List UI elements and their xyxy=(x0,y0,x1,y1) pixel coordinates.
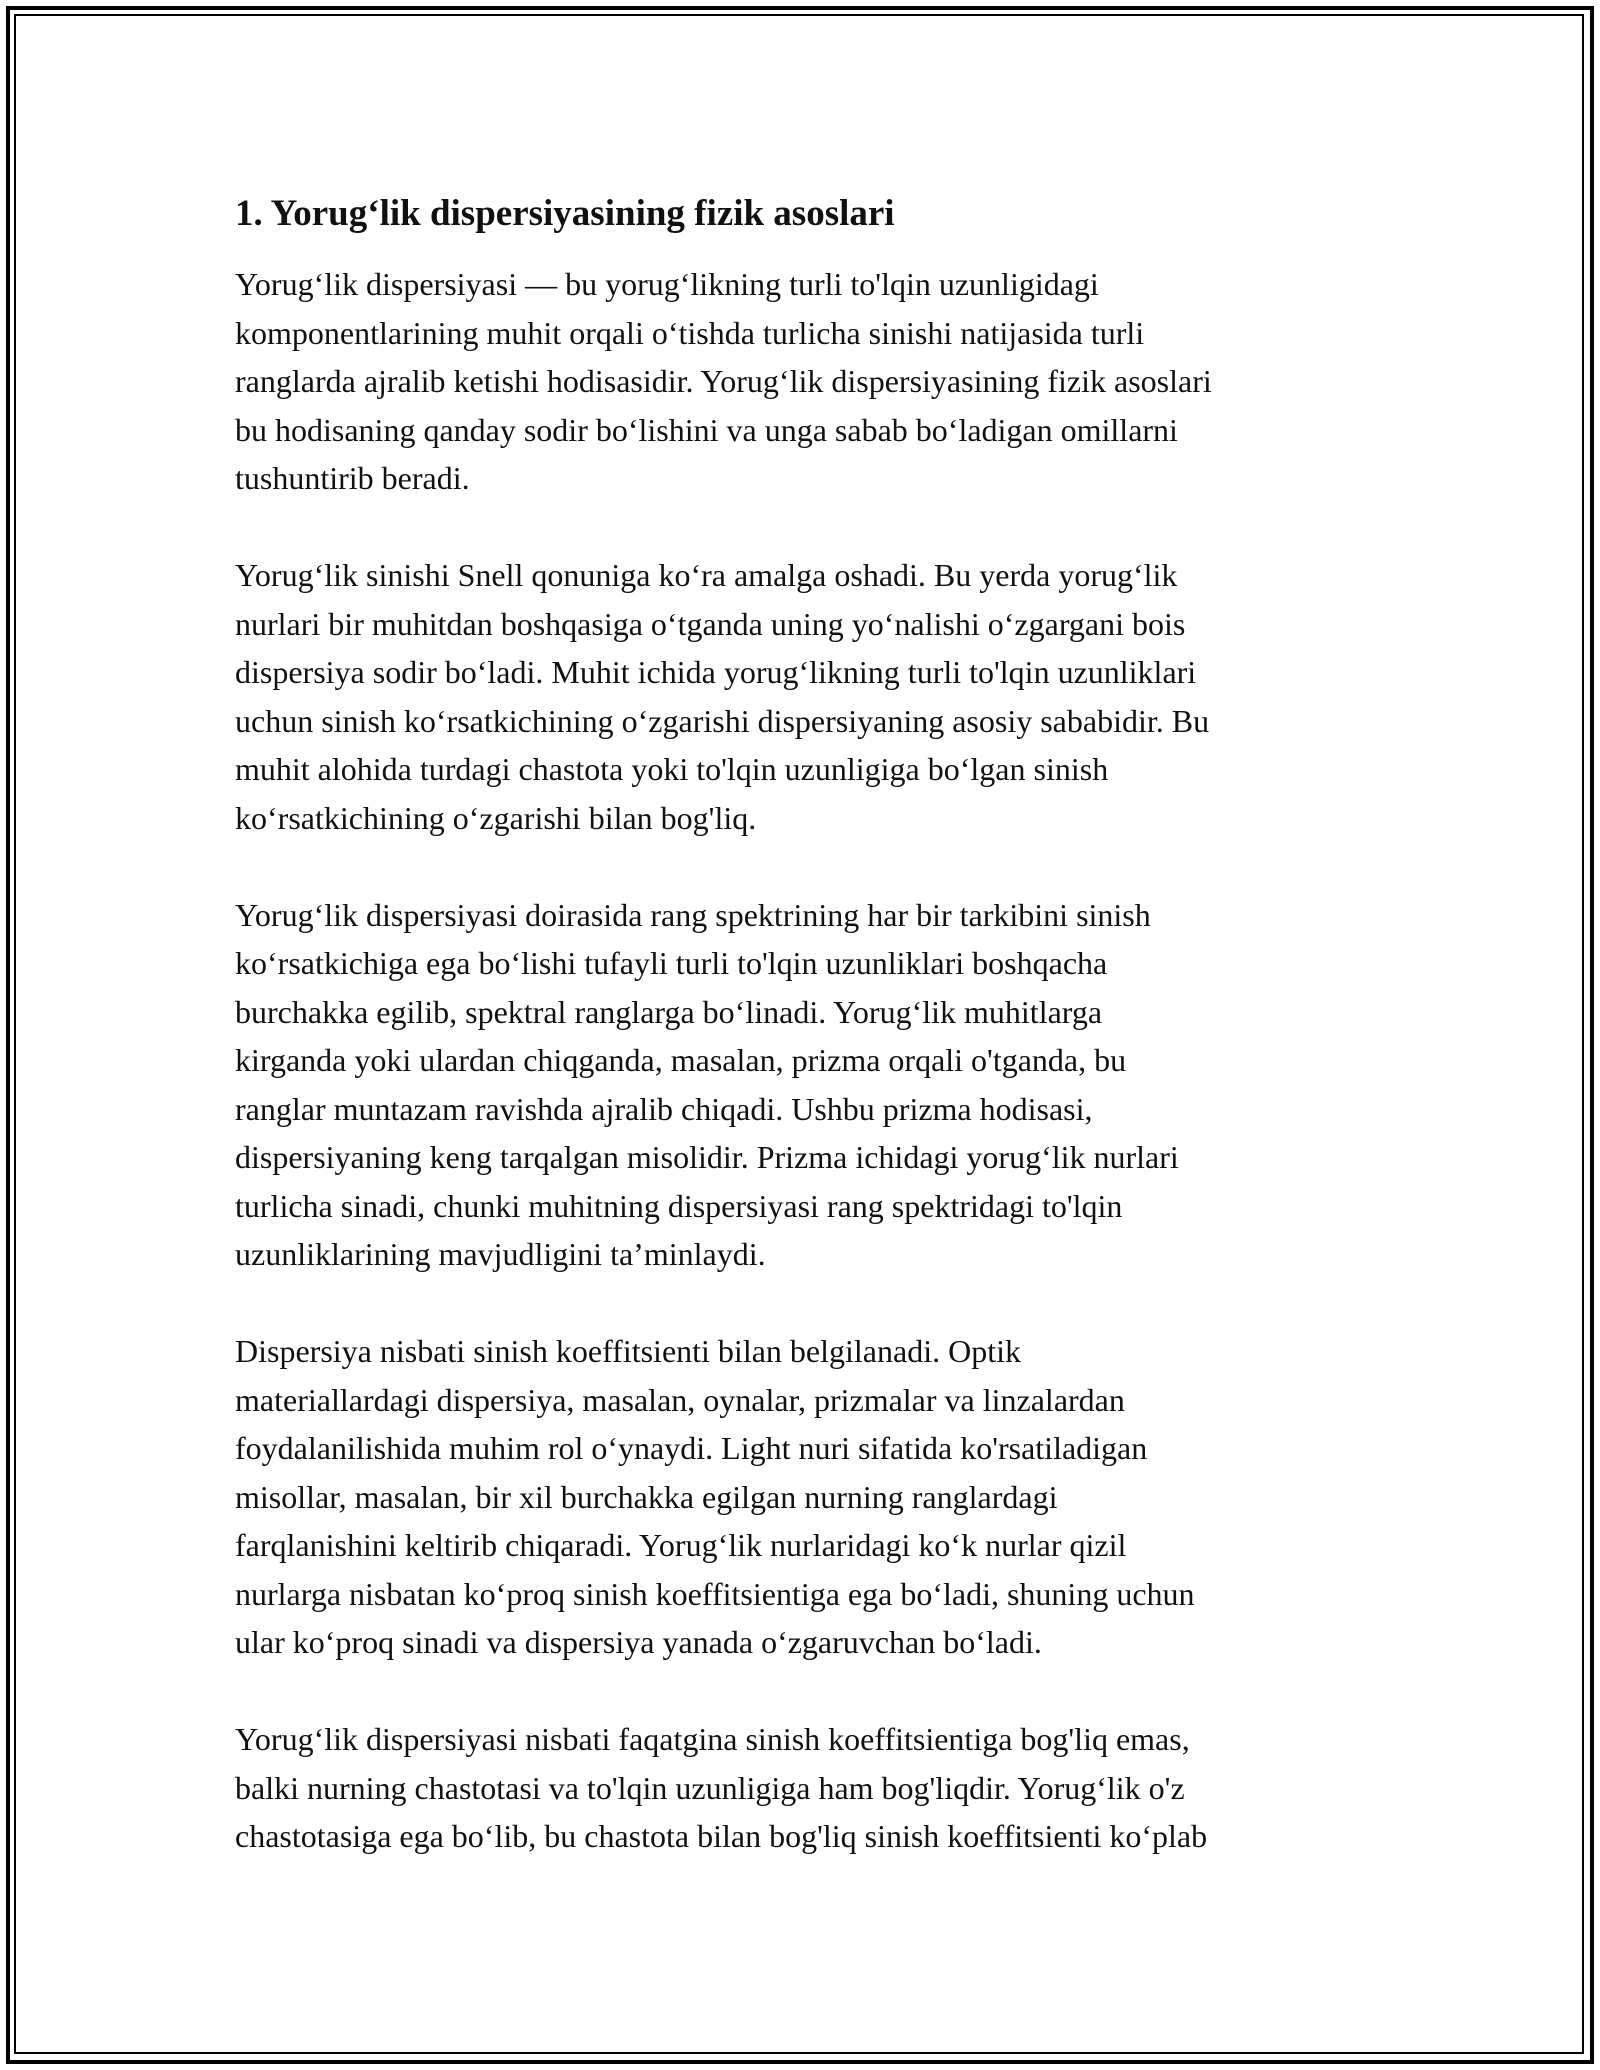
paragraph-line: misollar, masalan, bir xil burchakka egilgan nurning ranglardagi xyxy=(235,1478,1058,1515)
paragraph-line: ko‘rsatkichining o‘zgarishi bilan bog'liq. xyxy=(235,799,757,836)
paragraph-line: nurlari bir muhitdan boshqasiga o‘tganda uning yo‘nalishi o‘zgargani bois xyxy=(235,605,1186,642)
paragraph-line: nurlarga nisbatan ko‘proq sinish koeffitsientiga ega bo‘ladi, shuning uchun xyxy=(235,1575,1195,1612)
paragraph-line: kirganda yoki ulardan chiqganda, masalan, prizma orqali o'tganda, bu xyxy=(235,1042,1127,1078)
paragraph-2 xyxy=(235,551,1385,842)
paragraph-3 xyxy=(235,891,1385,1279)
paragraph-line: dispersiya sodir bo‘ladi. Muhit ichida yorug‘likning turli to'lqin uzunliklari xyxy=(235,654,1197,690)
paragraph-5 xyxy=(235,1715,1385,1861)
paragraph-line: ranglar muntazam ravishda ajralib chiqadi. Ushbu prizma hodisasi, xyxy=(235,1090,1093,1127)
paragraph-line: uchun sinish ko‘rsatkichining o‘zgarishi dispersiyaning asosiy sababidir. Bu xyxy=(235,702,1210,739)
paragraph-line: turlicha sinadi, chunki muhitning dispersiyasi rang spektridagi to'lqin xyxy=(235,1187,1123,1224)
paragraph-line: komponentlarining muhit orqali o‘tishda turlicha sinishi natijasida turli xyxy=(235,314,1145,351)
document-page xyxy=(235,190,1385,1909)
paragraph-1 xyxy=(235,260,1385,503)
section-heading: 1. Yorug‘lik dispersiyasining fizik asoslari xyxy=(235,193,895,234)
paragraph-line: Yorug‘lik dispersiyasi nisbati faqatgina sinish koeffitsientiga bog'liq emas, xyxy=(235,1721,1190,1757)
paragraph-line: materiallardagi dispersiya, masalan, oynalar, prizmalar va linzalardan xyxy=(235,1381,1125,1418)
paragraph-line: burchakka egilib, spektral ranglarga bo‘linadi. Yorug‘lik muhitlarga xyxy=(235,993,1103,1030)
paragraph-line: dispersiyaning keng tarqalgan misolidir. Prizma ichidagi yorug‘lik nurlari xyxy=(235,1139,1179,1175)
paragraph-line: Yorug‘lik dispersiyasi doirasida rang spektrining har bir tarkibini sinish xyxy=(235,896,1151,933)
paragraph-4 xyxy=(235,1327,1385,1667)
paragraph-line: Yorug‘lik dispersiyasi — bu yorug‘likning turli to'lqin uzunligidagi xyxy=(235,266,1099,302)
paragraph-line: ular ko‘proq sinadi va dispersiya yanada o‘zgaruvchan bo‘ladi. xyxy=(235,1624,1042,1660)
paragraph-line: chastotasiga ega bo‘lib, bu chastota bilan bog'liq sinish koeffitsienti ko‘plab xyxy=(235,1818,1208,1854)
paragraph-line: Dispersiya nisbati sinish koeffitsienti bilan belgilanadi. Optik xyxy=(235,1333,1021,1369)
paragraph-line: farqlanishini keltirib chiqaradi. Yorug‘lik nurlaridagi ko‘k nurlar qizil xyxy=(235,1527,1127,1563)
paragraph-line: ko‘rsatkichiga ega bo‘lishi tufayli turli to'lqin uzunliklari boshqacha xyxy=(235,945,1108,981)
paragraph-line: muhit alohida turdagi chastota yoki to'lqin uzunligiga bo‘lgan sinish xyxy=(235,751,1109,787)
paragraph-line: ranglarda ajralib ketishi hodisasidir. Yorug‘lik dispersiyasining fizik asoslari xyxy=(235,363,1212,399)
paragraph-line: Yorug‘lik sinishi Snell qonuniga ko‘ra amalga oshadi. Bu yerda yorug‘lik xyxy=(235,557,1178,593)
paragraph-line: tushuntirib beradi. xyxy=(235,460,470,496)
paragraph-line: foydalanilishida muhim rol o‘ynaydi. Light nuri sifatida ko'rsatiladigan xyxy=(235,1430,1148,1466)
paragraph-line: bu hodisaning qanday sodir bo‘lishini va unga sabab bo‘ladigan omillarni xyxy=(235,411,1178,448)
paragraph-line: balki nurning chastotasi va to'lqin uzunligiga ham bog'liqdir. Yorug‘lik o'z xyxy=(235,1769,1185,1806)
paragraph-line: uzunliklarining mavjudligini ta’minlaydi. xyxy=(235,1236,766,1272)
